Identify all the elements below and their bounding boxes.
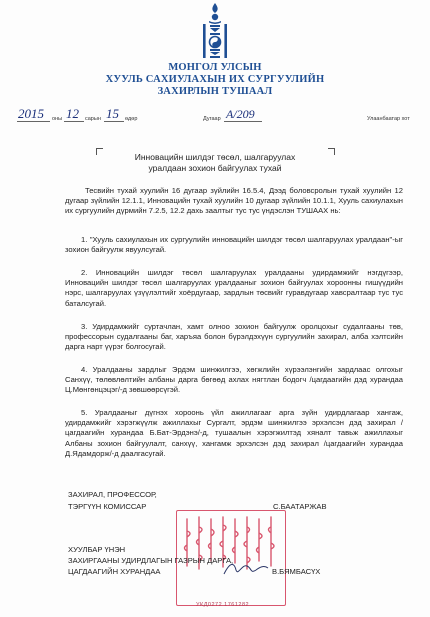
date-day-suffix: өдөр xyxy=(125,116,138,122)
order-title xyxy=(100,152,330,174)
number-label: Дугаар xyxy=(203,116,221,122)
soyombo-emblem-icon xyxy=(199,2,231,60)
copy-certifier-role2: ЦАГДААГИЙН ХУРАНДАА xyxy=(68,567,161,576)
date-year-suffix: оны xyxy=(52,116,63,122)
header-country: МОНГОЛ УЛСЫН xyxy=(168,62,262,73)
handwritten-signature-icon xyxy=(222,560,270,578)
order-title-line2: уралдаан зохион байгуулах тухай xyxy=(148,163,282,173)
paragraph-intro: Тесвийн тухай хуулийн 16 дугаар зүйлийн 16.5.4, Дээд боловсролын тухай хуулийн 12 дугаар зүйлийн 12.1.1, Инновацийн тухай хуулийн 10 дугаар зүйлийн 10.1.1, Хууль сахиулахын их сургуулийн дүрмийн 7.2.5, 12.2 дахь заалтыг тус тус үндэслэн ТУШААХ нь: xyxy=(65,186,403,216)
paragraph-3: 3. Удирдамжийг суртачлан, хамт олноо зохион байгуулж оролцохыг судалгааны төв, профессорын судалгааны баг, харъяа болон бүрэлдэхүүн сургуулийн захирал, алба хэлтсийн дарга нарт үүрэг болгосугай. xyxy=(65,322,403,352)
paragraph-5: 5. Уралдааныг дүгнэх хороонь үйл ажиллагааг арга зүйн удирдлагаар хангаж, удирдамжийг хэрэгжүүлж ажиллахыг Сургалт, эрдэм шинжилгээ эрхэлсэн дэд захирал /цагдаагийн хурандаа Б.Бат-Эрдэнэ/-д, тушаалын хэрэгжилтэд хяналт тавьж ажиллахыг Албаны зохион байгуулалт, санхүү, хангамж эрхэлсэн дэд захирал /цагдаагийн хурандаа Д.Ядамдорж/-д даалгасугай. xyxy=(65,408,403,458)
paragraph-4: 4. Уралдааны зардлыг Эрдэм шинжилгээ, хөгжлийн хүрээлэнгийн зардлаас олгохыг Санхүү, төлөвлөлтийн албаны дарга бөгөөд ахлах нягтлан бодогч /цагдаагийн дэд хурандаа Ц.Мөнгөнцэцэг/-д зөвшөөрсүгэй. xyxy=(65,365,403,395)
paragraph-2: 2. Инновацийн шилдэг төсөл шалгаруулах уралдааны удирдамжийг нэгдүгээр, Инновацийн шилдэг төсөл шалгаруулах уралдааныг зохион байгуулах хороонны гишүүдийн нэрс, шалгаруулах үзүүлэлтийг хоёрдугаар, зардлын төсвийг гуравдугаар хавсралтаар тус тус баталсугай. xyxy=(65,268,403,308)
copy-certifier-name: В.БЯМБАСҮХ xyxy=(272,567,321,576)
signatory-role-line1: ЗАХИРАЛ, ПРОФЕССОР, xyxy=(68,490,157,499)
header-order-type: ЗАХИРЛЫН ТУШААЛ xyxy=(157,86,273,97)
date-month: 12 xyxy=(66,106,79,121)
order-title-line1: Инновацийн шилдэг төсөл, шалгаруулах xyxy=(134,152,296,162)
day-underline xyxy=(104,121,124,122)
header-institution: ХУУЛЬ САХИУЛАХЫН ИХ СУРГУУЛИЙН xyxy=(105,74,325,85)
date-year: 2015 xyxy=(18,106,44,121)
number-underline xyxy=(224,121,262,122)
signatory-role-line2: ТЭРГҮҮН КОМИССАР xyxy=(68,502,147,511)
stamp-number: УКД0272 1761282 xyxy=(196,602,250,608)
copy-certifier-role1: ЗАХИРГААНЫ УДИРДЛАГЫН ГАЗРЫН ДАРГА, xyxy=(68,556,234,565)
year-underline xyxy=(17,121,50,122)
date-day: 15 xyxy=(106,106,119,121)
signatory-name: С.БААТАРЖАВ xyxy=(273,502,327,511)
order-number: А/209 xyxy=(226,107,255,121)
copy-certified-label: ХУУЛБАР ҮНЭН xyxy=(68,545,126,554)
date-month-suffix: сарын xyxy=(85,116,101,122)
month-underline xyxy=(64,121,84,122)
city-name: Улаанбаатар хот xyxy=(367,116,410,122)
paragraph-1: 1. "Хууль сахиулахын их сургуулийн инновацийн шилдэг төсөл шалгаруулах уралдаан"-ыг зохион байгуулж явуулсугай. xyxy=(65,235,403,255)
